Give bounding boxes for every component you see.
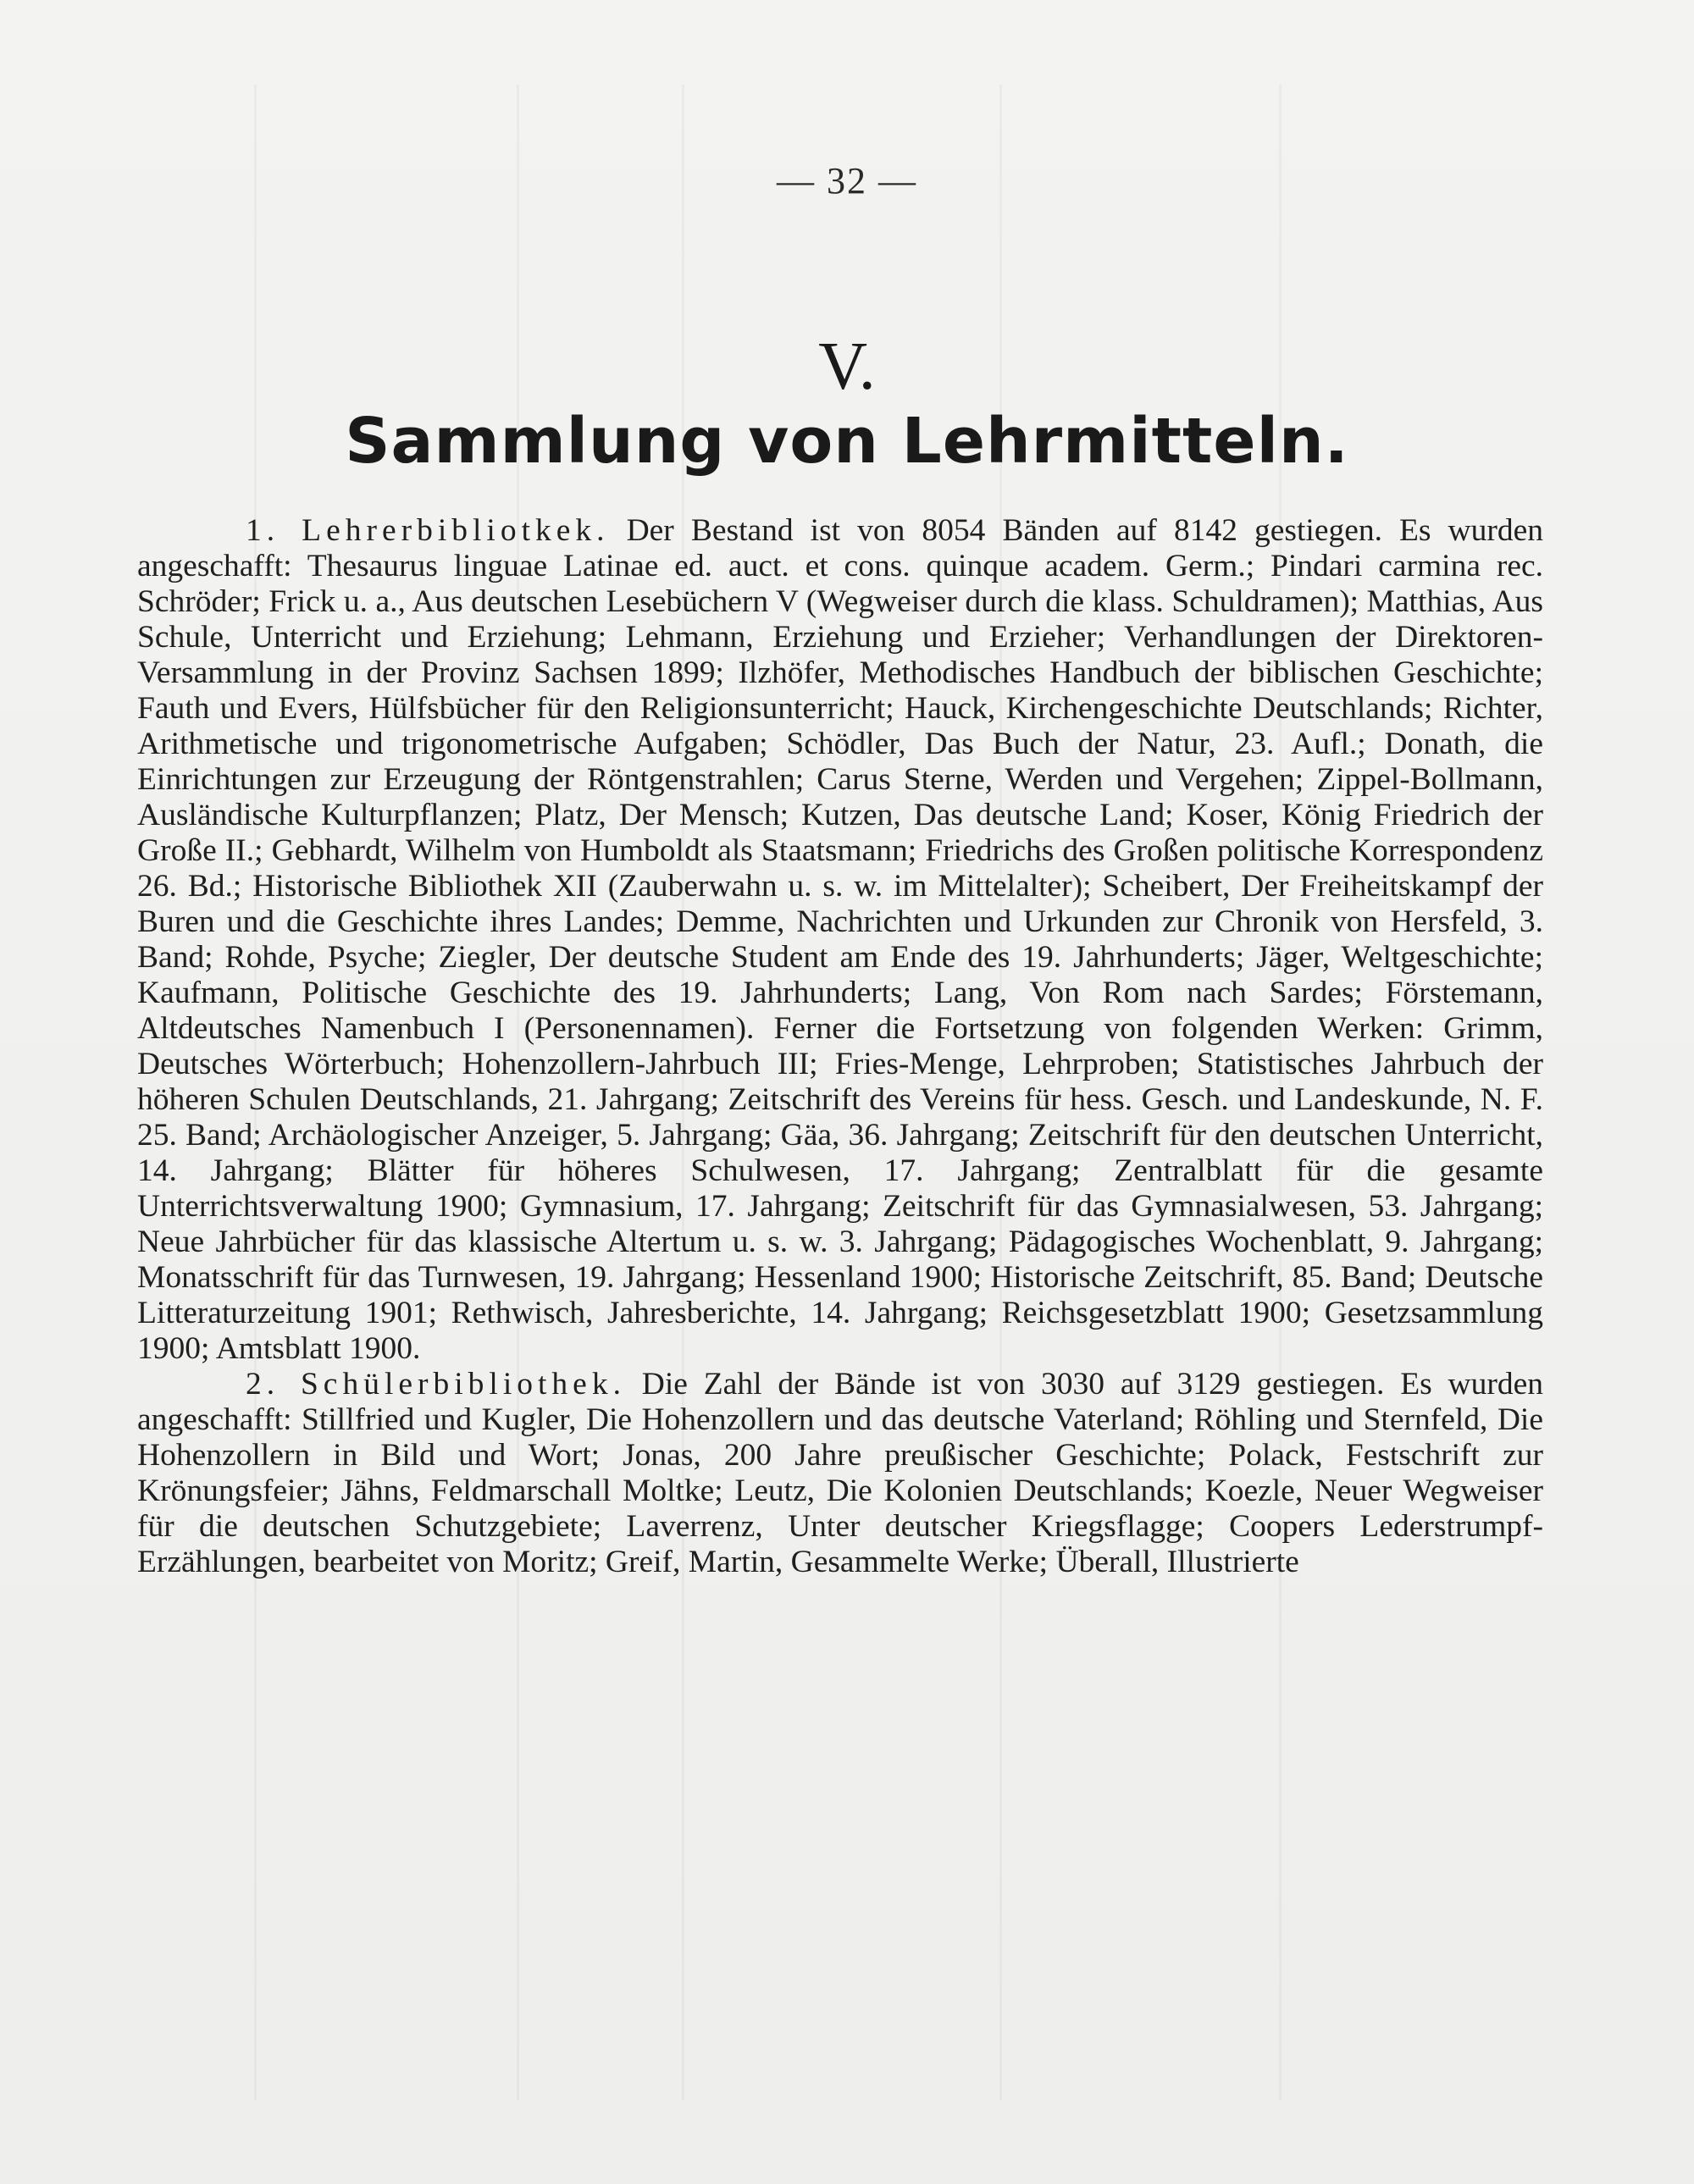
paragraph-text: Der Bestand ist von 8054 Bänden auf 8142 gestiegen. Es wurden angeschafft: Thesaurus linguae Latinae ed. auct. et cons. quinque academ. Germ.; Pindari carmina rec. Schröder; Frick u. a., Aus deutschen Lesebüchern V (Wegweiser durch die klass. Schuldramen); Matthias, Aus Schule, Unterricht und Erziehung; Lehmann, Erziehung und Erzieher; Verhandlungen der Direktoren-Versammlung in der Provinz Sachsen 1899; Ilzhöfer, Methodisches Handbuch der biblischen Geschichte; Fauth und Evers, Hülfsbücher für den Religionsunterricht; Hauck, Kirchengeschichte Deutschlands; Richter, Arithmetische und trigonometrische Aufgaben; Schödler, Das Buch der Natur, 23. Aufl.; Donath, die Einrichtungen zur Erzeugung der Röntgenstrahlen; Carus Sterne, Werden und Vergehen; Zippel-Bollmann, Ausländische Kulturpflanzen; Platz, Der Mensch; Kutzen, Das deutsche Land; Koser, König Friedrich der Große II.; Gebhardt, Wilhelm von Humboldt als Staatsmann; Friedrichs des Großen politische Korrespondenz 26. Bd.; Historische Bibliothek XII (Zauberwahn u. s. w. im Mittelalter); Scheibert, Der Freiheitskampf der Buren und die Geschichte ihres Landes; Demme, Nachrichten und Urkunden zur Chronik von Hersfeld, 3. Band; Rohde, Psyche; Ziegler, Der deutsche Student am Ende des 19. Jahrhunderts; Jäger, Weltgeschichte; Kaufmann, Politische Geschichte des 19. Jahrhunderts; Lang, Von Rom nach Sardes; Förstemann, Altdeutsches Namenbuch I (Personennamen). Ferner die Fortsetzung von folgenden Werken: Grimm, Deutsches Wörterbuch; Hohenzollern-Jahrbuch III; Fries-Menge, Lehrproben; Statistisches Jahrbuch der höheren Schulen Deutschlands, 21. Jahrgang; Zeitschrift des Vereins für hess. Gesch. und Landeskunde, N. F. 25. Band; Archäologischer Anzeiger, 5. Jahrgang; Gäa, 36. Jahrgang; Zeitschrift für den deutschen Unterricht, 14. Jahrgang; Blätter für höheres Schulwesen, 17. Jahrgang; Zentralblatt für die gesamte Unterrichtsverwaltung 1900; Gymnasium, 17. Jahrgang; Zeitschrift für das Gymnasialwesen, 53. Jahrgang; Neue Jahrbücher für das klassische Altertum u. s. w. 3. Jahrgang; Pädagogisches Wochenblatt, 9. Jahrgang; Monatsschrift für das Turnwesen, 19. Jahrgang; Hessenland 1900; Historische Zeitschrift, 85. Band; Deutsche Litteraturzeitung 1901; Rethwisch, Jahresberichte, 14. Jahrgang; Reichsgesetzblatt 1900; Gesetzsammlung 1900; Amtsblatt 1900.	[137, 513, 1544, 1366]
page-number: — 32 —	[777, 160, 917, 202]
paragraph-label: 1. Lehrerbibliotkek.	[246, 513, 610, 548]
paragraph-text: Die Zahl der Bände ist von 3030 auf 3129 gestiegen. Es wurden angeschafft: Stillfried und Kugler, Die Hohenzollern und das deutsche Vaterland; Röhling und Sternfeld, Die Hohenzollern in Bild und Wort; Jonas, 200 Jahre preußischer Geschichte; Polack, Festschrift zur Krönungsfeier; Jähns, Feldmarschall Moltke; Leutz, Die Kolonien Deutschlands; Koezle, Neuer Wegweiser für die deutschen Schutzgebiete; Laverrenz, Unter deutscher Kriegsflagge; Coopers Lederstrumpf-Erzählungen, bearbeitet von Moritz; Greif, Martin, Gesammelte Werke; Überall, Illustrierte	[137, 1367, 1544, 1579]
paragraph-schuelerbibliothek	[137, 1367, 1543, 1580]
section-title: Sammlung von Lehrmitteln.	[345, 405, 1349, 478]
body-text	[137, 513, 1543, 1580]
paragraph-lehrerbibliothek	[137, 513, 1543, 1367]
paragraph-label: 2. Schülerbibliothek.	[246, 1367, 626, 1402]
section-numeral: V.	[818, 329, 876, 404]
